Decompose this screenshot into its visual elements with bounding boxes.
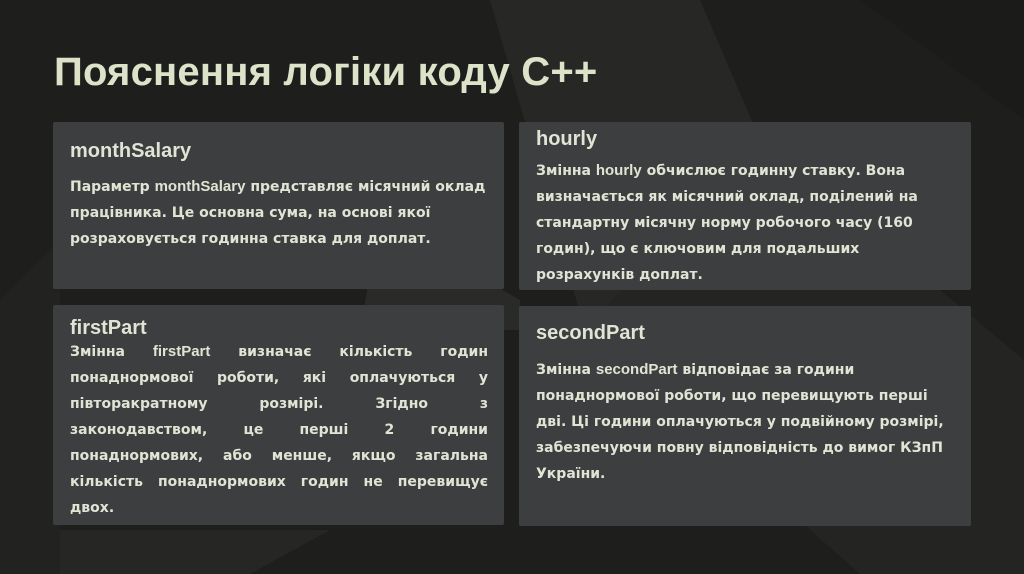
description-prefix: Параметр: [70, 179, 155, 195]
variable-name: monthSalary: [154, 178, 246, 195]
card-description: [70, 339, 488, 521]
card-title: monthSalary: [70, 140, 192, 162]
description-text: відповідає за години понаднормової роботи, що перевищують перші дві. Ці години оплачуються у подвійному розмірі, забезпечуючи повну відповідність до вимог КЗпП України.: [536, 362, 944, 482]
variable-name: firstPart: [152, 343, 211, 360]
card-second-part: [519, 306, 971, 526]
description-prefix: Змінна: [536, 362, 596, 378]
card-description: [536, 158, 957, 288]
card-first-part: [53, 305, 504, 525]
description-prefix: Змінна: [70, 344, 153, 360]
variable-name: hourly: [595, 162, 642, 179]
card-title: hourly: [536, 128, 598, 150]
card-hourly: [519, 122, 971, 290]
slide-title: Пояснення логіки коду C++: [54, 50, 598, 94]
card-title: secondPart: [536, 322, 645, 344]
card-title: firstPart: [70, 317, 147, 339]
description-text: представляє місячний оклад працівника. Це основна сума, на основі якої розраховується годинна ставка для доплат.: [70, 179, 486, 247]
description-text: обчислює годинну ставку. Вона визначається як місячний оклад, поділений на стандартну місячну норму робочого часу (160 годин), що є ключовим для подальших розрахунків доплат.: [536, 163, 918, 283]
card-description: [536, 357, 957, 487]
card-description: [70, 174, 488, 252]
card-month-salary: [53, 122, 504, 289]
description-prefix: Змінна: [536, 163, 596, 179]
variable-name: secondPart: [595, 361, 678, 378]
description-text: визначає кількість годин понаднормової роботи, які оплачуються у півторакратному розмірі. Згідно з законодавством, це перші 2 години понаднормових, або менше, якщо загальна кількість понаднормових годин не перевищує двох.: [70, 344, 488, 516]
